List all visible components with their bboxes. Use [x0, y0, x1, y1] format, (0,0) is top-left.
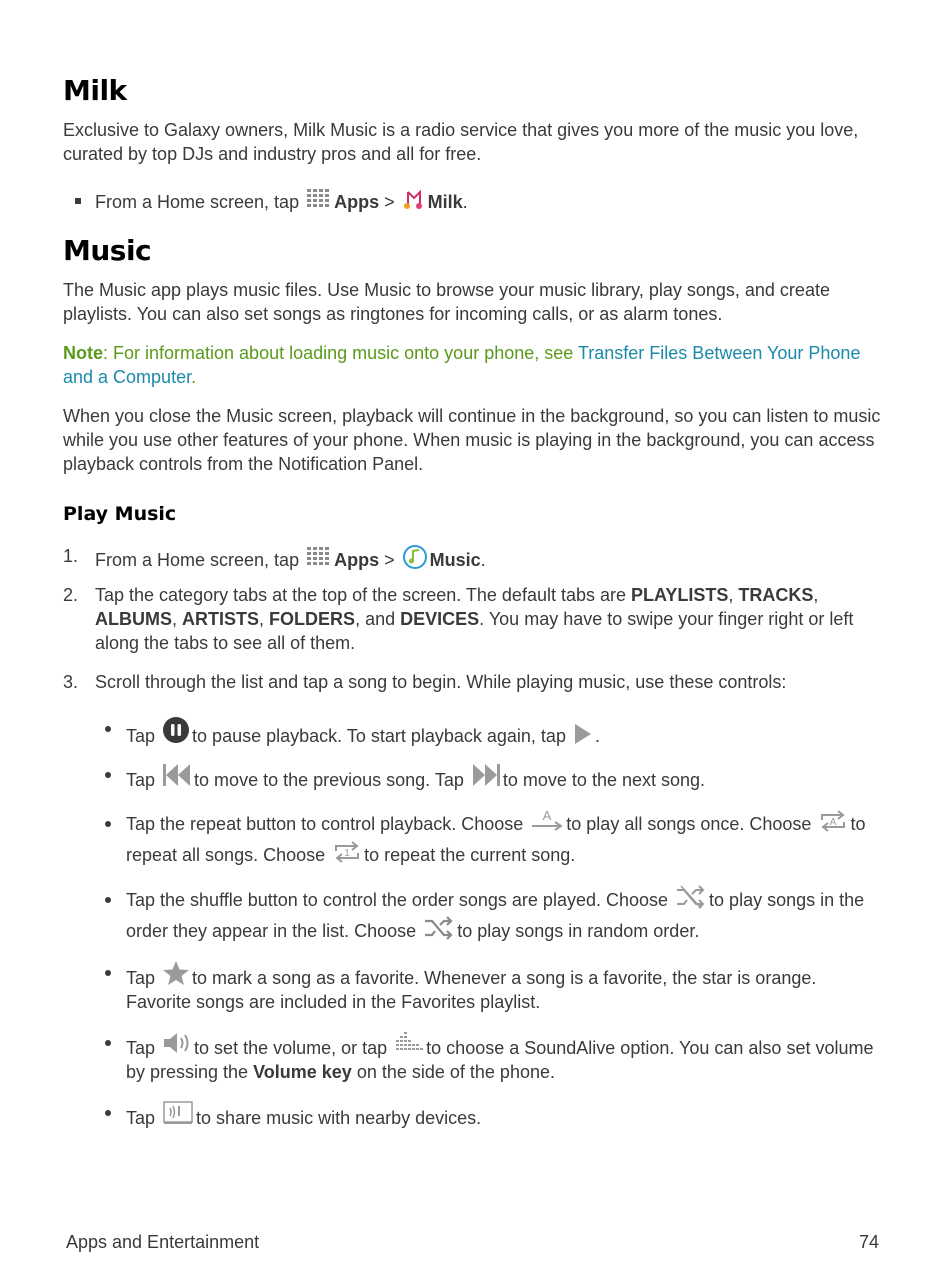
repeat-all-icon: [818, 808, 848, 834]
milk-app-icon: [402, 188, 426, 212]
previous-icon: [162, 762, 192, 788]
milk-label: Milk: [427, 192, 463, 212]
note-paragraph: Note: For information about loading music onto your phone, see Transfer Files Between Your Phone and a Computer.: [63, 343, 861, 387]
apps-grid-icon: [306, 546, 332, 570]
milk-description: Exclusive to Galaxy owners, Milk Music is a radio service that gives you more of the music you love, curated by top DJs and industry pros and all for free.: [63, 120, 859, 164]
round-bullet: [105, 970, 111, 976]
share-device-icon: [162, 1100, 194, 1126]
svg-text:A: A: [542, 808, 552, 823]
round-bullet: [105, 1110, 111, 1116]
music-label: Music: [429, 550, 481, 570]
repeat-one-icon: [332, 839, 362, 865]
music-heading: Music: [63, 234, 152, 267]
svg-text:1: 1: [344, 848, 350, 859]
apps-grid-icon: [306, 188, 332, 212]
apps-label: Apps: [334, 550, 380, 570]
shuffle-on-icon: [423, 915, 455, 941]
background-paragraph: When you close the Music screen, playback will continue in the background, so you can listen to music while you use other features of your phone. When music is playing in the background, you can access playback controls from the Notification Panel.: [63, 406, 881, 474]
soundalive-icon: [394, 1030, 424, 1056]
play-icon: [573, 722, 593, 746]
round-bullet: [105, 1040, 111, 1046]
play-music-heading: Play Music: [63, 503, 177, 525]
transfer-files-link[interactable]: Transfer Files Between Your Phone and a Computer: [63, 343, 861, 387]
music-description: The Music app plays music files. Use Music to browse your music library, play songs, and create playlists. You can also set songs as ringtones for incoming calls, or as alarm tones.: [63, 280, 830, 324]
volume-icon: [162, 1030, 192, 1056]
shuffle-off-icon: [675, 884, 707, 910]
footer-section: Apps and Entertainment: [66, 1232, 260, 1252]
footer-page-number: 74: [859, 1232, 880, 1252]
round-bullet: [105, 821, 111, 827]
star-icon: [162, 960, 190, 986]
play-all-once-icon: [530, 808, 564, 834]
round-bullet: [105, 897, 111, 903]
milk-heading: Milk: [63, 74, 127, 107]
square-bullet: [75, 198, 81, 204]
pause-icon: [162, 716, 190, 744]
music-app-icon: [402, 544, 428, 570]
round-bullet: [105, 726, 111, 732]
volume-key-label: Volume key: [253, 1062, 352, 1082]
apps-label: Apps: [334, 192, 380, 212]
svg-text:A: A: [830, 817, 837, 828]
round-bullet: [105, 772, 111, 778]
next-icon: [471, 762, 501, 788]
